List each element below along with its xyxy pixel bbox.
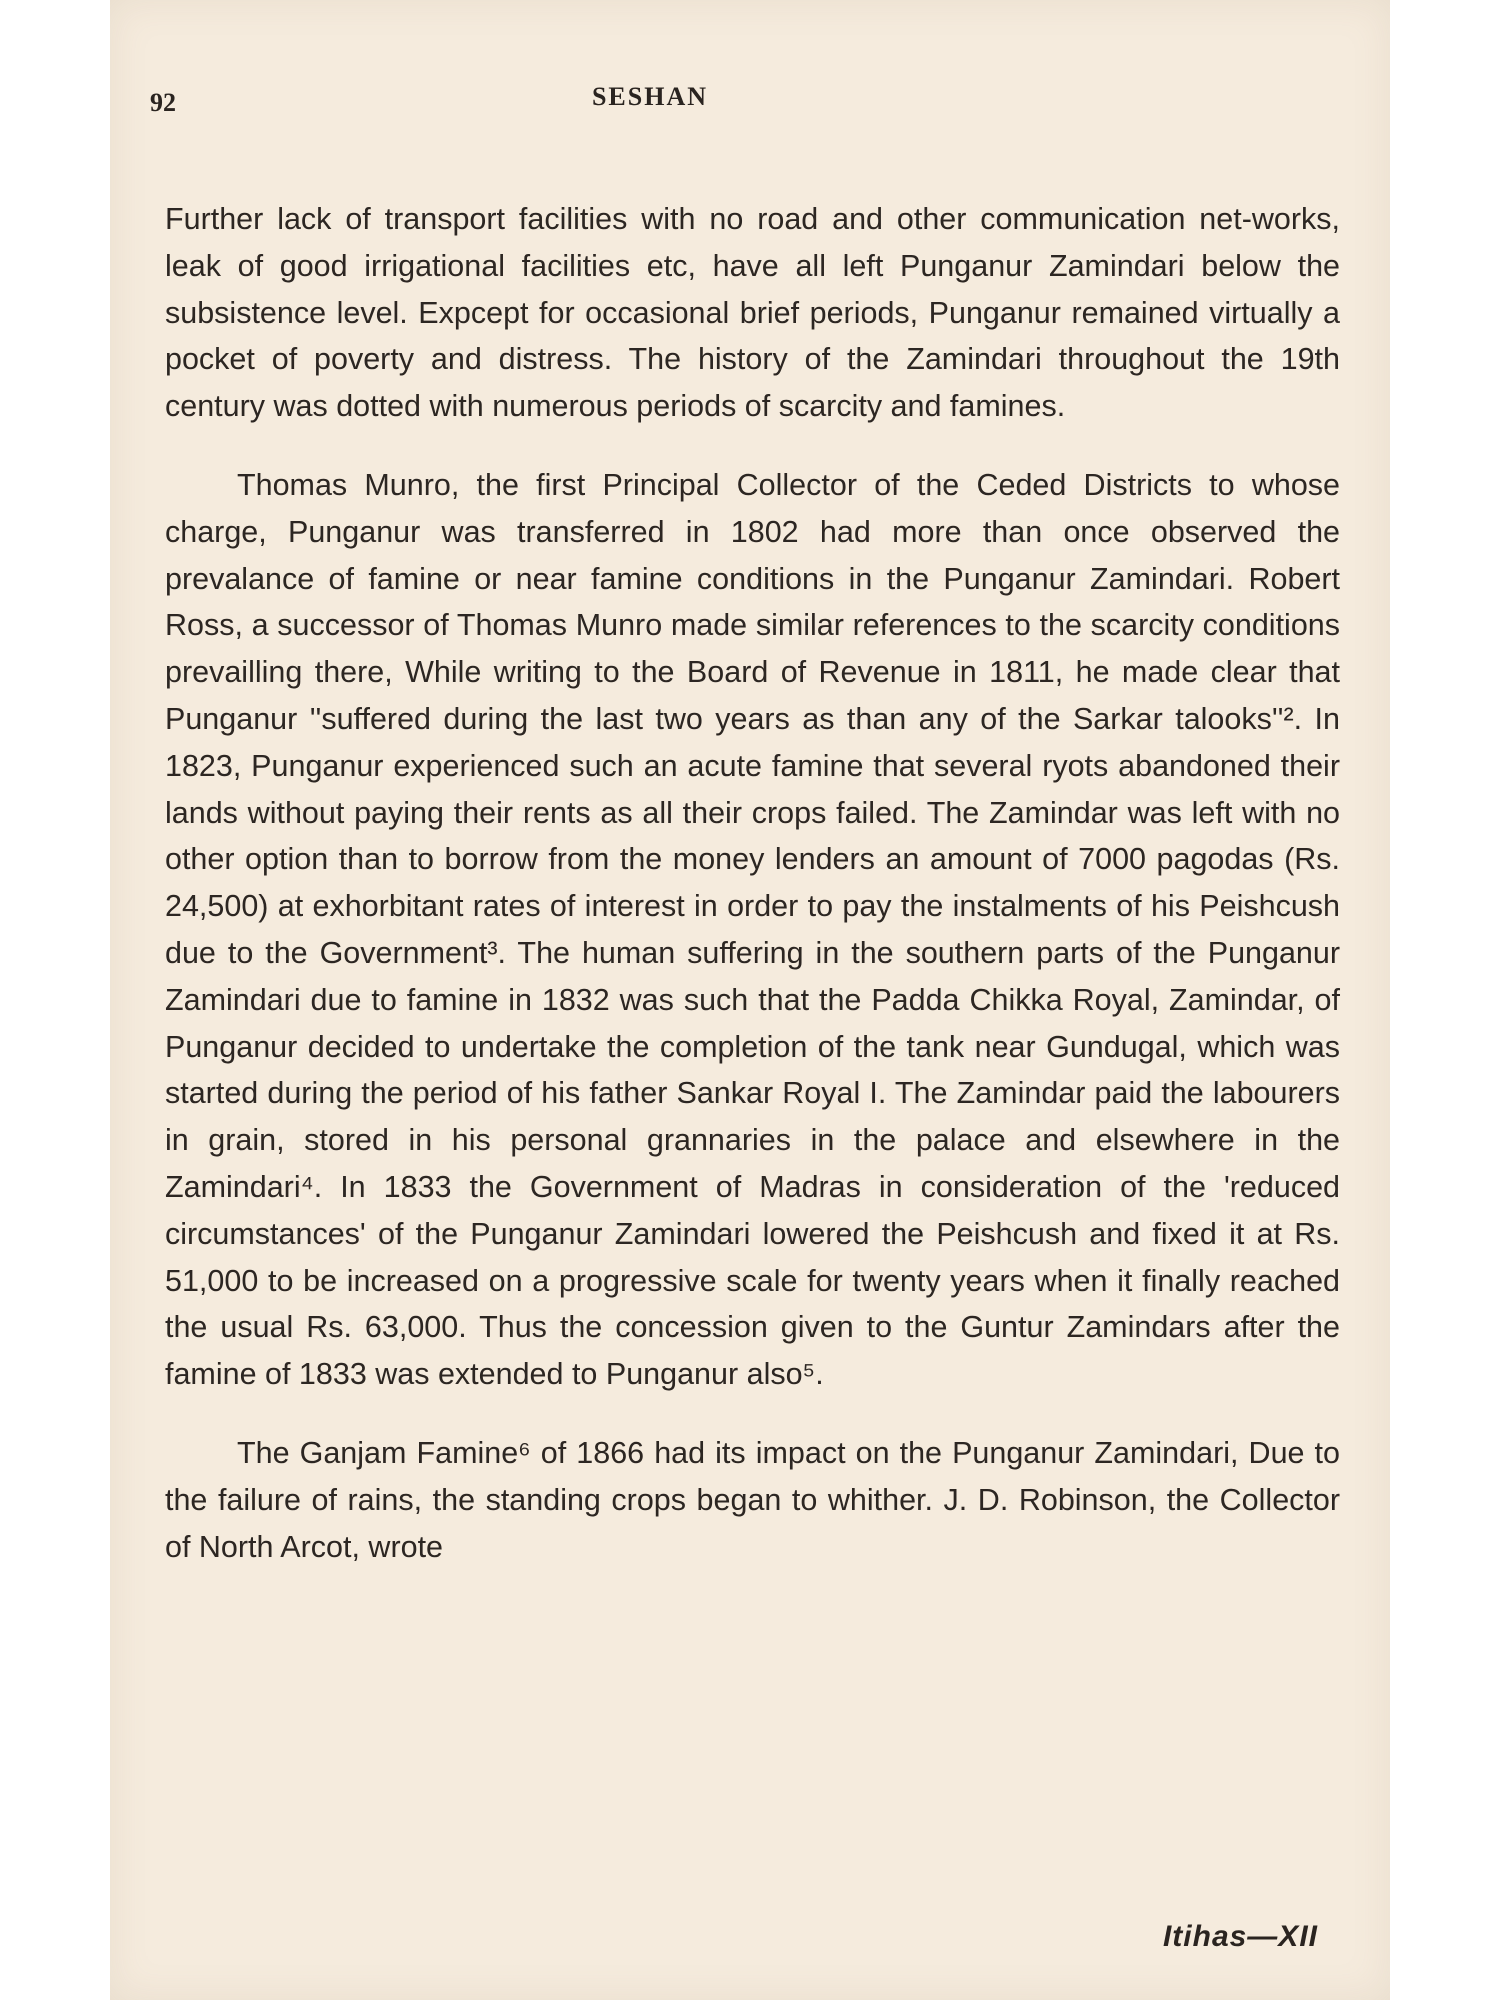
journal-footer: Itihas—XII xyxy=(1162,1920,1318,1953)
book-page xyxy=(110,0,1390,2000)
running-head: SESHAN xyxy=(591,82,709,111)
paragraph-2: Thomas Munro, the first Principal Collector of the Ceded Districts to whose charge, Punganur was transferred in 1802 had more than once observed the prevalance of famine or near famine conditions in the Punganur Zamindari. Robert Ross, a successor of Thomas Munro made similar references to the scarcity conditions prevailling there, While writing to the Board of Revenue in 1811, he made clear that Punganur ''suffered during the last two years as than any of the Sarkar talooks''². In 1823, Punganur experienced such an acute famine that several ryots abandoned their lands without paying their rents as all their crops failed. The Zamindar was left with no other option than to borrow from the money lenders an amount of 7000 pagodas (Rs. 24,500) at exhorbitant rates of interest in order to pay the instalments of his Peishcush due to the Government³. The human suffering in the southern parts of the Punganur Zamindari due to famine in 1832 was such that the Padda Chikka Royal, Zamindar, of Punganur decided to undertake the completion of the tank near Gundugal, which was started during the period of his father Sankar Royal I. The Zamindar paid the labourers in grain, stored in his personal grannaries in the palace and elsewhere in the Zamindari⁴. In 1833 the Government of Madras in consideration of the 'reduced circumstances' of the Punganur Zamindari lowered the Peishcush and fixed it at Rs. 51,000 to be increased on a progressive scale for twenty years when it finally reached the usual Rs. 63,000. Thus the concession given to the Guntur Zamindars after the famine of 1833 was extended to Punganur also⁵. xyxy=(165,467,1340,1392)
paragraph-3: The Ganjam Famine⁶ of 1866 had its impact on the Punganur Zamindari, Due to the failure of rains, the standing crops began to whither. J. D. Robinson, the Collector of North Arcot, wrote xyxy=(165,1435,1340,1564)
paragraph-1: Further lack of transport facilities with no road and other communication net-works, leak of good irrigational facilities etc, have all left Punganur Zamindari below the subsistence level. Expcept for occasional brief periods, Punganur remained virtually a pocket of poverty and distress. The history of the Zamindari throughout the 19th century was dotted with numerous periods of scarcity and famines. xyxy=(165,202,1340,424)
page-header xyxy=(150,82,1350,122)
page-number: 92 xyxy=(150,88,176,117)
body-text xyxy=(165,196,1340,1570)
